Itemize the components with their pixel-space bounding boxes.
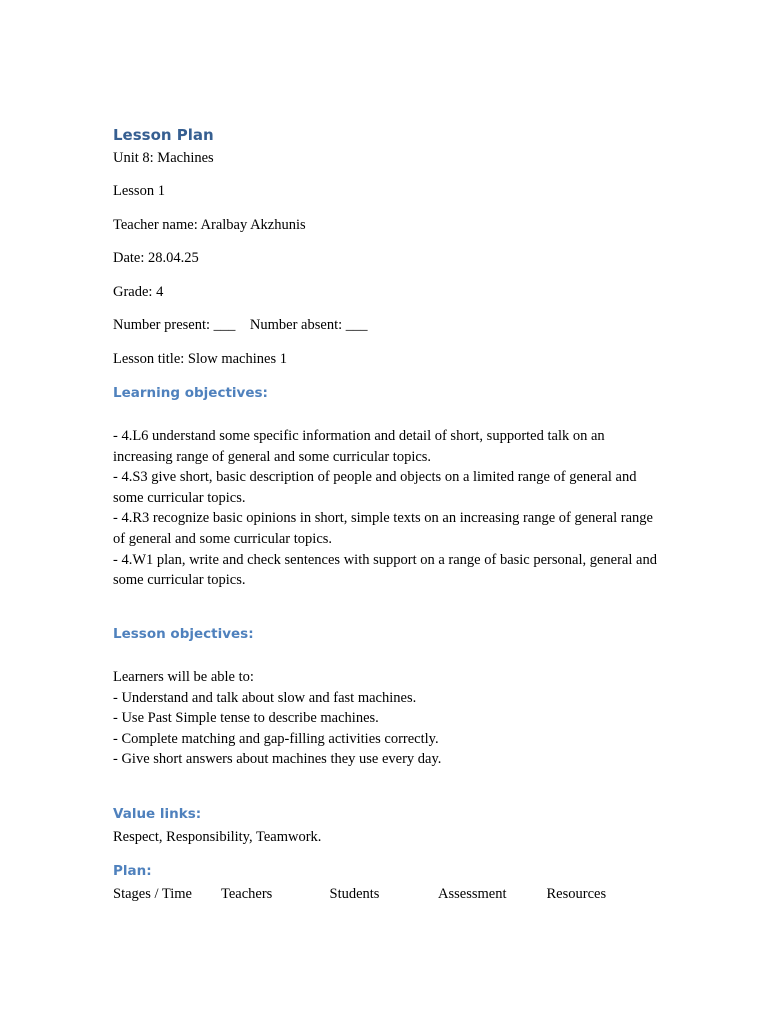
list-item: - 4.W1 plan, write and check sentences with support on a range of basic personal, general and some curricular topics. (113, 551, 657, 589)
plan-column-header: Stages / Time (113, 886, 192, 902)
unit-line: Unit 8: Machines (113, 150, 214, 166)
date-line: Date: 28.04.25 (113, 250, 199, 266)
teacher-line: Teacher name: Aralbay Akzhunis (113, 217, 306, 233)
list-item: - 4.L6 understand some specific information and detail of short, supported talk on an increasing range of general and some curricular topics. (113, 428, 605, 465)
plan-heading: Plan: (113, 863, 152, 879)
list-item: - Use Past Simple tense to describe machines. (113, 710, 379, 727)
plan-column-header: Teachers (221, 886, 273, 902)
lesson-line: Lesson 1 (113, 183, 165, 199)
lesson-title-line: Lesson title: Slow machines 1 (113, 351, 287, 367)
lesson-objectives-heading: Lesson objectives: (113, 626, 254, 642)
value-links-text: Respect, Responsibility, Teamwork. (113, 829, 322, 845)
value-links-heading: Value links: (113, 806, 202, 822)
document-title: Lesson Plan (113, 126, 214, 144)
plan-table-header (113, 884, 647, 904)
learning-objectives-list (113, 426, 661, 591)
lesson-objectives-intro: Learners will be able to: (113, 669, 254, 685)
plan-column-header: Assessment (438, 886, 507, 902)
lesson-objectives-list (113, 667, 661, 770)
list-item: - 4.S3 give short, basic description of people and objects on a limited range of general and some curricular topics. (113, 469, 637, 506)
grade-line: Grade: 4 (113, 284, 164, 300)
list-item: - Complete matching and gap-filling activities correctly. (113, 730, 439, 747)
list-item: - 4.R3 recognize basic opinions in short, simple texts on an increasing range of general range of general and some curricular topics. (113, 510, 653, 547)
list-item: - Understand and talk about slow and fast machines. (113, 689, 417, 706)
list-item: - Give short answers about machines they use every day. (113, 751, 442, 768)
plan-column-header: Resources (546, 886, 607, 902)
attendance-line: Number present: ___ Number absent: ___ (113, 317, 368, 333)
plan-column-header: Students (329, 886, 380, 902)
learning-objectives-heading: Learning objectives: (113, 385, 268, 401)
